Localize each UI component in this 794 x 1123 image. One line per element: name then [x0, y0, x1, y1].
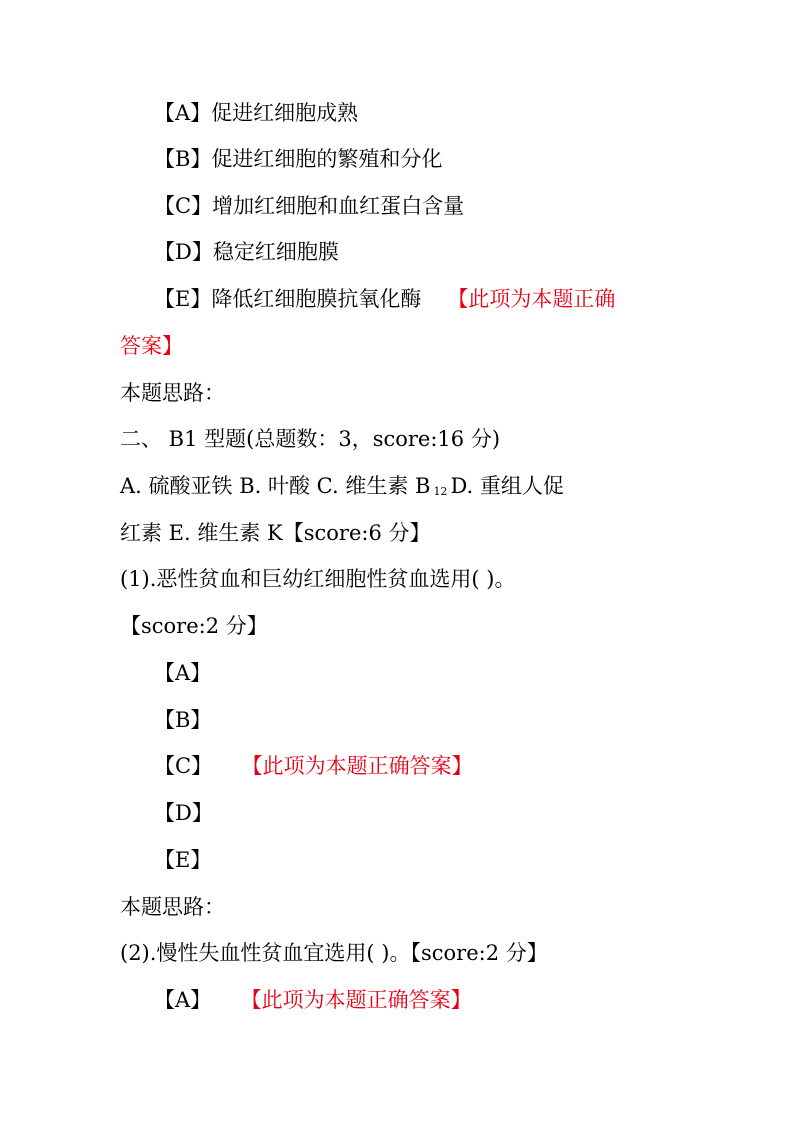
correct-answer-mark-continued: 答案】: [120, 334, 183, 358]
option-d: [154, 237, 339, 267]
explanation-label: 本题思路：: [120, 381, 225, 405]
option-text: 降低红细胞膜抗氧化酶: [211, 287, 422, 311]
option-c: [154, 191, 464, 221]
correct-answer-mark: 【此项为本题正确答案】: [252, 754, 473, 778]
q1-option-b: 【B】: [154, 708, 212, 732]
option-text: 稳定红细胞膜: [212, 240, 339, 264]
option-label: 【D】: [154, 240, 213, 264]
shared-choices-line-2: 红素 E. 维生素 K【score:6 分】: [120, 521, 431, 545]
option-a: [154, 98, 358, 128]
q1-option-c: [154, 751, 473, 781]
option-text: 促进红细胞的繁殖和分化: [211, 147, 443, 171]
question-1-explanation-label: 本题思路：: [120, 895, 225, 919]
subscript: 12: [433, 485, 448, 498]
question-2-stem: (2).慢性失血性贫血宜选用( )。【score:2 分】: [120, 941, 548, 965]
option-label: 【A】: [154, 101, 212, 125]
option-b: [154, 144, 442, 174]
option-label: 【B】: [154, 147, 212, 171]
choices-text: A. 硫酸亚铁 B. 叶酸 C. 维生素 B: [120, 474, 431, 498]
shared-choices-line-1: [120, 471, 564, 507]
option-e: [154, 284, 615, 314]
option-text: 促进红细胞成熟: [211, 101, 359, 125]
correct-answer-mark: 【此项为本题正确答案】: [251, 988, 472, 1012]
option-label: 【A】: [154, 988, 212, 1012]
correct-answer-mark: 【此项为本题正确: [447, 287, 616, 311]
question-1-score: 【score:2 分】: [120, 614, 268, 638]
q1-option-e: 【E】: [154, 848, 212, 872]
option-label: 【E】: [154, 287, 212, 311]
choices-text-continued: D. 重组人促: [450, 474, 564, 498]
question-1-stem: (1).恶性贫血和巨幼红细胞性贫血选用( )。: [120, 567, 516, 591]
q1-option-a: 【A】: [154, 661, 212, 685]
q1-option-d: 【D】: [154, 801, 213, 825]
option-text: 增加红细胞和血红蛋白含量: [212, 194, 465, 218]
q2-option-a: [154, 985, 472, 1015]
section-heading: 二、 B1 型题(总题数：3，score:16 分): [120, 427, 501, 451]
option-label: 【C】: [154, 754, 213, 778]
option-label: 【C】: [154, 194, 213, 218]
